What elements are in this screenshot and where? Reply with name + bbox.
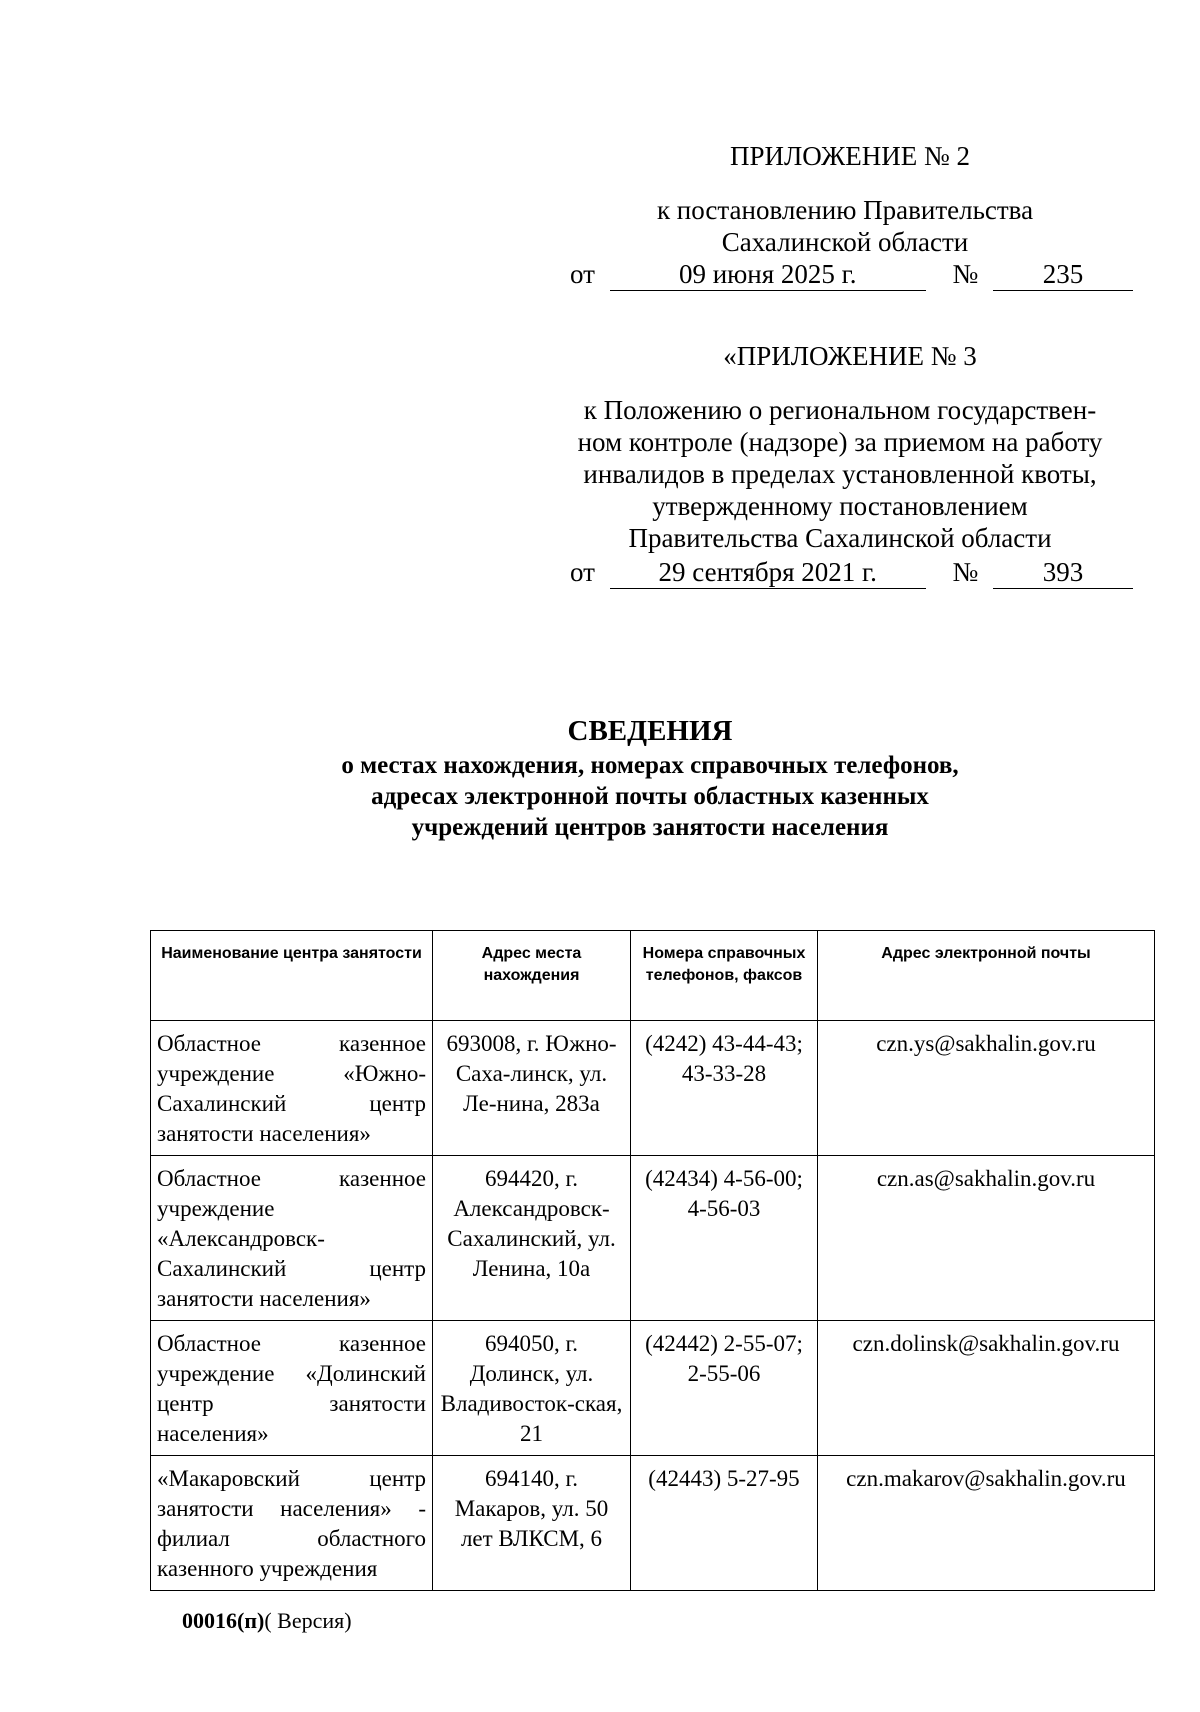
- from-label: от: [570, 557, 595, 587]
- appendix-3-line: инвалидов в пределах установленной квоты,: [583, 459, 1097, 489]
- appendix-2-block: [560, 140, 1130, 258]
- center-name: Областное казенное учреждение «Александровск-Сахалинский центр занятости населения»: [151, 1156, 433, 1321]
- heading-subtitle-line: о местах нахождения, номерах справочных телефонов,: [341, 752, 959, 779]
- center-address: 693008, г. Южно-Саха-линск, ул. Ле-нина, 283а: [433, 1021, 631, 1156]
- center-address: 694140, г. Макаров, ул. 50 лет ВЛКСМ, 6: [433, 1456, 631, 1591]
- table-row: [151, 1156, 1155, 1321]
- employment-centers-table: [150, 930, 1155, 1591]
- number-label: №: [952, 557, 979, 587]
- appendix-3-number: 393: [993, 556, 1133, 589]
- appendix-2-title: ПРИЛОЖЕНИЕ № 2: [729, 141, 971, 171]
- center-phones: (42443) 5-27-95: [631, 1456, 818, 1591]
- center-email: czn.ys@sakhalin.gov.ru: [818, 1021, 1155, 1156]
- heading-subtitle-line: адресах электронной почты областных казенных: [371, 783, 929, 810]
- appendix-2-date-row: [570, 258, 1170, 291]
- column-header-name: Наименование центра занятости: [151, 931, 433, 1021]
- table-row: [151, 1456, 1155, 1591]
- appendix-3-line: Правительства Сахалинской области: [628, 523, 1052, 553]
- table-header-row: [151, 931, 1155, 1021]
- center-phones: (4242) 43-44-43; 43-33-28: [631, 1021, 818, 1156]
- appendix-3-line: к Положению о региональном государствен-: [583, 395, 1097, 425]
- center-name: «Макаровский центр занятости населения» - филиал областного казенного учреждения: [151, 1456, 433, 1591]
- document-version: ( Версия): [264, 1608, 352, 1633]
- center-address: 694420, г. Александровск-Сахалинский, ул. Ленина, 10а: [433, 1156, 631, 1321]
- center-address: 694050, г. Долинск, ул. Владивосток-ская, 21: [433, 1321, 631, 1456]
- appendix-3-line: утвержденному постановлением: [652, 491, 1028, 521]
- appendix-2-number: 235: [993, 258, 1133, 291]
- center-phones: (42442) 2-55-07; 2-55-06: [631, 1321, 818, 1456]
- heading-title: СВЕДЕНИЯ: [567, 715, 733, 747]
- from-label: от: [570, 259, 595, 289]
- appendix-3-line: ном контроле (надзоре) за приемом на работу: [577, 427, 1103, 457]
- appendix-3-block: [555, 340, 1125, 554]
- appendix-2-date: 09 июня 2025 г.: [610, 258, 926, 291]
- document-footer: [182, 1608, 352, 1634]
- center-name: Областное казенное учреждение «Южно-Сахалинский центр занятости населения»: [151, 1021, 433, 1156]
- center-email: czn.makarov@sakhalin.gov.ru: [818, 1456, 1155, 1591]
- appendix-3-title: «ПРИЛОЖЕНИЕ № 3: [723, 341, 977, 371]
- column-header-address: Адрес места нахождения: [433, 931, 631, 1021]
- center-phones: (42434) 4-56-00; 4-56-03: [631, 1156, 818, 1321]
- number-label: №: [952, 259, 979, 289]
- appendix-2-line1: к постановлению Правительства: [656, 195, 1034, 225]
- center-email: czn.as@sakhalin.gov.ru: [818, 1156, 1155, 1321]
- heading-subtitle-line: учреждений центров занятости населения: [411, 814, 889, 841]
- column-header-email: Адрес электронной почты: [818, 931, 1155, 1021]
- center-name: Областное казенное учреждение «Долинский центр занятости населения»: [151, 1321, 433, 1456]
- document-heading: [200, 712, 1100, 843]
- document-code: 00016(п): [182, 1608, 265, 1633]
- column-header-phones: Номера справочных телефонов, факсов: [631, 931, 818, 1021]
- appendix-2-line2: Сахалинской области: [721, 227, 969, 257]
- appendix-3-date: 29 сентября 2021 г.: [610, 556, 926, 589]
- appendix-3-date-row: [570, 556, 1170, 589]
- table-row: [151, 1021, 1155, 1156]
- table-row: [151, 1321, 1155, 1456]
- center-email: czn.dolinsk@sakhalin.gov.ru: [818, 1321, 1155, 1456]
